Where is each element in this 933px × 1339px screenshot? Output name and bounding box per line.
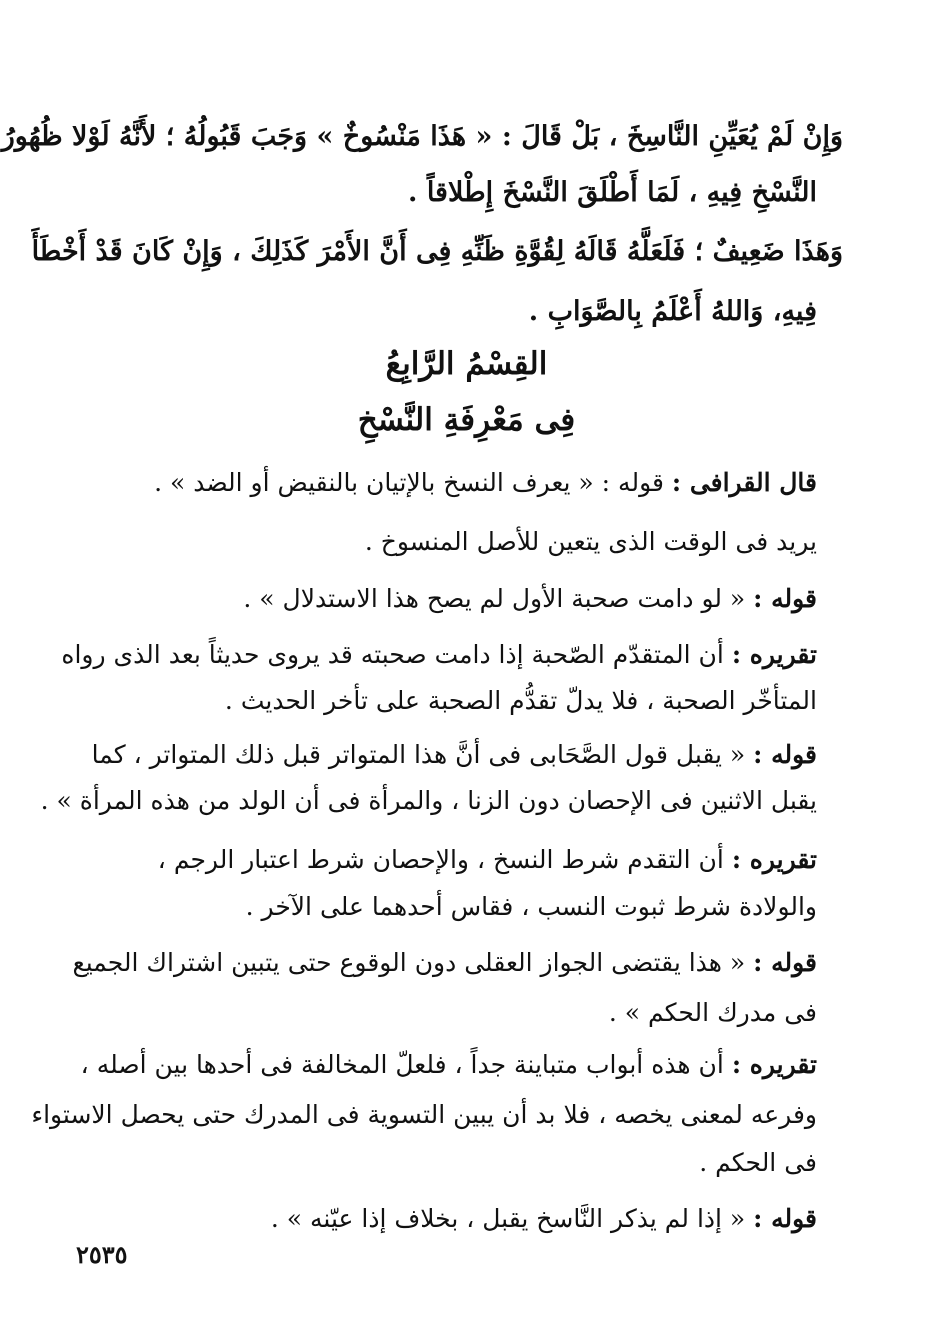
body-paragraph-7-line-1: [72, 946, 817, 980]
opening-paragraph-1-line-2: النَّسْخِ فِيهِ ، لَمَا أَطْلَقَ النَّسْخَ إِطْلاقاً .: [408, 177, 817, 208]
body-paragraph-5-line-1: [92, 738, 817, 772]
body-paragraph-7-line-2: فى مدرك الحكم » .: [608, 998, 817, 1027]
body-paragraph-8-line-2: وفرعه لمعنى يخصه ، فلا بد أن يبين التسوية فى المدرك حتى يحصل الاستواء: [31, 1100, 817, 1129]
body-paragraph-8-line-1: [81, 1048, 817, 1082]
speaker-label: قال القرافى :: [671, 468, 817, 497]
body-paragraph-5-line-2: يقبل الاثنين فى الإحصان دون الزنا ، والمرأة فى أن الولد من هذه المرأة » .: [40, 786, 817, 815]
section-heading-title: القِسْمُ الرَّابِعُ: [385, 346, 548, 382]
opening-paragraph-2-line-1: وَهَذَا ضَعِيفٌ ؛ فَلَعَلَّهُ قَالَهُ لِقُوَّةِ ظَنِّهِ فِى أَنَّ الأَمْرَ كَذَلِكَ ، وَإِنْ كَانَ قَدْ أَخْطَأَ: [31, 236, 843, 267]
explanation-text: أن التقدم شرط النسخ ، والإحصان شرط اعتبار الرجم ،: [157, 845, 732, 874]
body-paragraph-9: [271, 1202, 817, 1236]
body-paragraph-6-line-1: [158, 843, 817, 877]
quote-text: « لو دامت صحبة الأول لم يصح هذا الاستدلال » .: [243, 584, 754, 613]
section-heading-subtitle: فِى مَعْرِفَةِ النَّسْخِ: [357, 402, 576, 438]
body-paragraph-1: [154, 466, 817, 500]
quote-text: « يقبل قول الصَّحَابى فى أنَّ هذا المتواتر قبل ذلك المتواتر ، كما: [91, 740, 754, 769]
quote-label: قوله :: [753, 584, 817, 613]
quote-text: « هذا يقتضى الجواز العقلى دون الوقوع حتى يتبين اشتراك الجميع: [72, 948, 754, 977]
opening-paragraph-2-line-2: فِيهِ، وَاللهُ أَعْلَمُ بِالصَّوَابِ .: [528, 296, 817, 327]
body-paragraph-3: [243, 582, 817, 616]
body-paragraph-4-line-2: المتأخّر الصحبة ، فلا يدلّ تقدُّم الصحبة على تأخر الحديث .: [224, 686, 817, 715]
explanation-text: أن هذه أبواب متباينة جداً ، فلعلّ المخالفة فى أحدها بين أصله ،: [80, 1050, 732, 1079]
body-paragraph-4-line-1: [61, 638, 817, 672]
body-paragraph-8-line-3: فى الحكم .: [699, 1148, 817, 1177]
quote-label: قوله :: [753, 740, 817, 769]
body-paragraph-6-line-2: والولادة شرط ثبوت النسب ، فقاس أحدهما على الآخر .: [245, 892, 817, 921]
page-number: ٢٥٣٥: [76, 1240, 128, 1269]
explanation-text: أن المتقدّم الصّحبة إذا دامت صحبته قد يروى حديثاً بعد الذى رواه: [61, 640, 732, 669]
explanation-label: تقريره :: [731, 1050, 817, 1079]
explanation-label: تقريره :: [731, 845, 817, 874]
quote-text: قوله : « يعرف النسخ بالإتيان بالنقيض أو الضد » .: [154, 468, 672, 497]
opening-paragraph-1-line-1: وَإِنْ لَمْ يُعَيِّنِ النَّاسِخَ ، بَلْ قَالَ : « هَذَا مَنْسُوخٌ » وَجَبَ قَبُولُهُ ؛ لأَنَّهُ لَوْلا ظُهُورُ: [1, 121, 843, 152]
body-paragraph-2: يريد فى الوقت الذى يتعين للأصل المنسوخ .: [364, 527, 817, 556]
quote-label: قوله :: [753, 1204, 817, 1233]
quote-text: « إذا لم يذكر النَّاسخ يقبل ، بخلاف إذا عيّنه » .: [270, 1204, 754, 1233]
quote-label: قوله :: [753, 948, 817, 977]
explanation-label: تقريره :: [731, 640, 817, 669]
